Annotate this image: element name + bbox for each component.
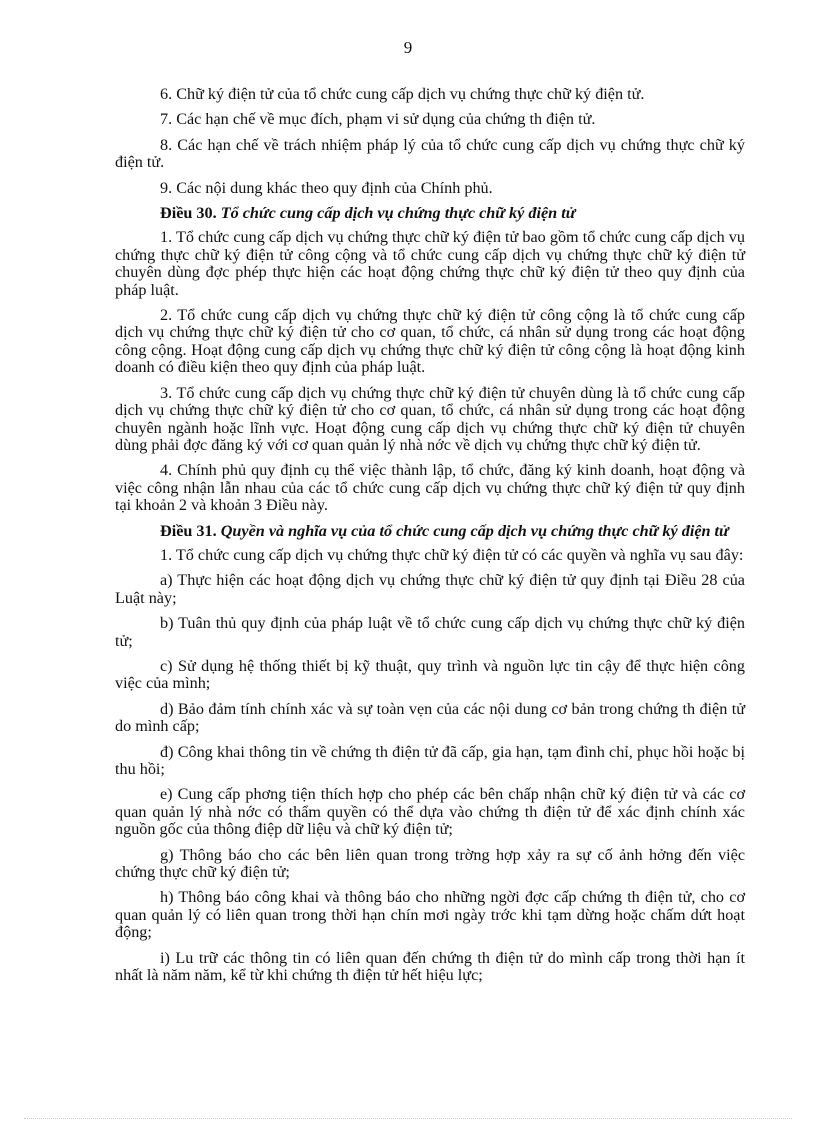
article-30-clause-1: 1. Tổ chức cung cấp dịch vụ chứng thực chữ ký điện tử bao gồm tổ chức cung cấp dịch vụ chứng thực chữ ký điện tử công cộng và tổ chức cung cấp dịch vụ chứng thực chữ ký điện tử chuyên dùng đợc phép thực hiện các hoạt động chứng thực chữ ký điện tử theo quy định của pháp luật. xyxy=(115,228,745,299)
page-bottom-divider xyxy=(24,1118,792,1119)
article-31-clause-1: 1. Tổ chức cung cấp dịch vụ chứng thực chữ ký điện tử có các quyền và nghĩa vụ sau đây: xyxy=(160,545,744,564)
item-8: 8. Các hạn chế về trách nhiệm pháp lý của tổ chức cung cấp dịch vụ chứng thực chữ ký điện tử. xyxy=(115,135,745,172)
article-30-clause-4: 4. Chính phủ quy định cụ thể việc thành lập, tổ chức, đăng ký kinh doanh, hoạt động và việc công nhận lẫn nhau của các tổ chức cung cấp dịch vụ chứng thực chữ ký điện tử quy định tại khoản 2 và khoản 3 Điều này. xyxy=(115,461,745,515)
article-31-point-dd: đ) Công khai thông tin về chứng th điện tử đã cấp, gia hạn, tạm đình chỉ, phục hồi hoặc bị thu hồi; xyxy=(115,742,745,778)
page-number: 9 xyxy=(403,38,413,57)
article-31-point-a: a) Thực hiện các hoạt động dịch vụ chứng thực chữ ký điện tử quy định tại Điều 28 của Luật này; xyxy=(115,571,745,607)
article-31-point-i: i) Lu trữ các thông tin có liên quan đến chứng th điện tử do mình cấp trong thời hạn ít nhất là năm năm, kể từ khi chứng th điện tử hết hiệu lực; xyxy=(115,948,745,985)
article-30-title: Tổ chức cung cấp dịch vụ chứng thực chữ ký điện tử xyxy=(220,204,576,223)
article-31-point-c: c) Sử dụng hệ thống thiết bị kỹ thuật, quy trình và nguồn lực tin cậy để thực hiện công việc của mình; xyxy=(115,656,745,693)
article-31-number: Điều 31. xyxy=(160,521,217,540)
document-body xyxy=(115,86,745,992)
article-31-point-b: b) Tuân thủ quy định của pháp luật về tổ chức cung cấp dịch vụ chứng thực chữ ký điện tử; xyxy=(115,614,745,650)
item-6: 6. Chữ ký điện tử của tổ chức cung cấp dịch vụ chứng thực chữ ký điện tử. xyxy=(160,85,645,103)
article-31-point-g: g) Thông báo cho các bên liên quan trong trờng hợp xảy ra sự cố ảnh hởng đến việc chứng thực chữ ký điện tử; xyxy=(115,845,745,882)
article-31-heading xyxy=(115,523,745,540)
article-30-clause-2: 2. Tổ chức cung cấp dịch vụ chứng thực chữ ký điện tử công cộng là tổ chức cung cấp dịch vụ chứng thực chữ ký điện tử cho cơ quan, tổ chức, cá nhân sử dụng trong các hoạt động công cộng. Hoạt động cung cấp dịch vụ chứng thực chữ ký điện tử công cộng là hoạt động kinh doanh có điều kiện theo quy định của pháp luật. xyxy=(115,306,745,377)
article-31-title: Quyền và nghĩa vụ của tổ chức cung cấp dịch vụ chứng thực chữ ký điện tử xyxy=(220,521,729,540)
article-31-point-e: e) Cung cấp phơng tiện thích hợp cho phép các bên chấp nhận chữ ký điện tử và các cơ quan quản lý nhà nớc có thẩm quyền có thể dựa vào chứng th điện tử để xác định chính xác nguồn gốc của thông điệp dữ liệu và chữ ký điện tử; xyxy=(115,785,745,839)
item-7: 7. Các hạn chế về mục đích, phạm vi sử dụng của chứng th điện tử. xyxy=(160,110,596,129)
article-30-clause-3: 3. Tổ chức cung cấp dịch vụ chứng thực chữ ký điện tử chuyên dùng là tổ chức cung cấp dịch vụ chứng thực chữ ký điện tử cho cơ quan, tổ chức, cá nhân sử dụng trong các hoạt động chuyên ngành hoặc lĩnh vực. Hoạt động cung cấp dịch vụ chứng thực chữ ký điện tử chuyên dùng phải đợc đăng ký với cơ quan quản lý nhà nớc về dịch vụ chứng thực chữ ký điện tử. xyxy=(115,383,745,454)
article-31-point-h: h) Thông báo công khai và thông báo cho những ngời đợc cấp chứng th điện tử, cho cơ quan quản lý có liên quan trong thời hạn chín mơi ngày trớc khi tạm dừng hoặc chấm dứt hoạt động; xyxy=(115,888,745,942)
item-9: 9. Các nội dung khác theo quy định của Chính phủ. xyxy=(160,178,493,197)
article-30-number: Điều 30. xyxy=(160,204,217,223)
article-31-point-d: d) Bảo đảm tính chính xác và sự toàn vẹn của các nội dung cơ bản trong chứng th điện tử do mình cấp; xyxy=(115,699,745,736)
article-30-heading xyxy=(115,205,745,222)
